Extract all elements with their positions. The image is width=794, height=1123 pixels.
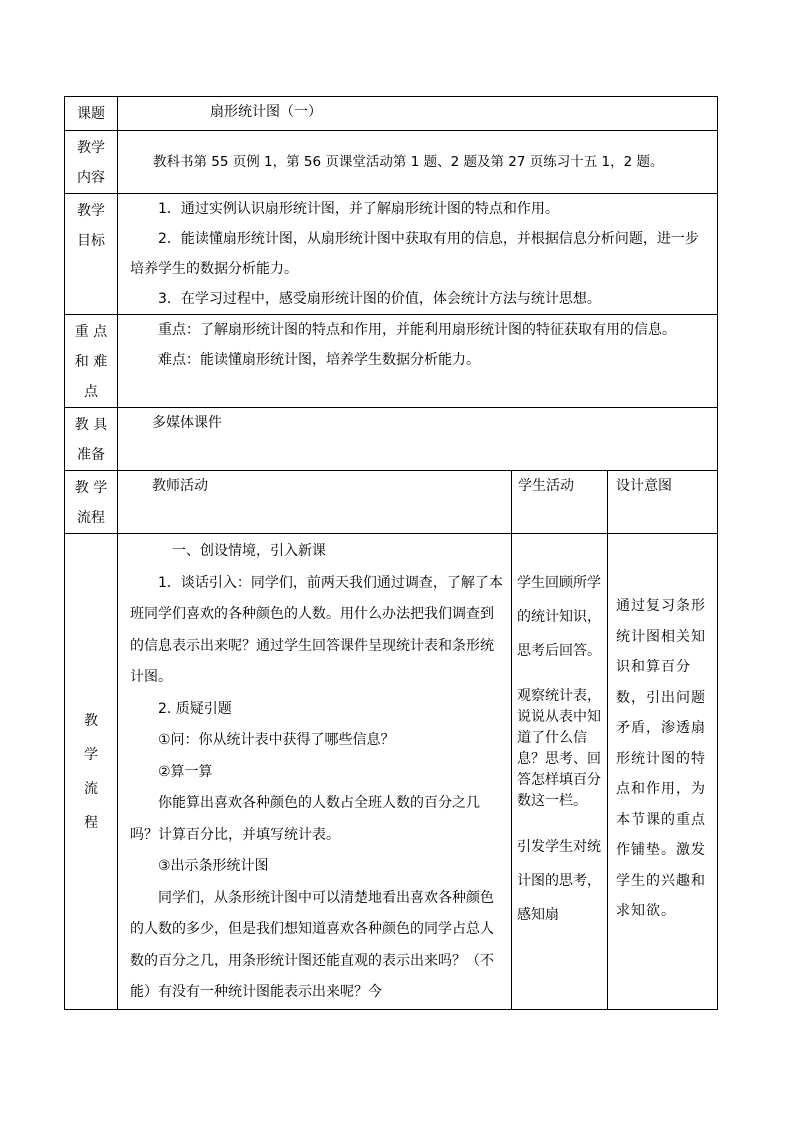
flow-label-char-1: 教 xyxy=(84,713,98,730)
keypoints-label-line2: 和 难 xyxy=(74,354,108,370)
flow-label-char-3: 流 xyxy=(84,781,98,798)
teacher-activity-cell xyxy=(118,534,512,1010)
content-label-line1: 教学 xyxy=(77,140,105,156)
student-activity-3: 引发学生对统计图的思考，感知扇 xyxy=(517,839,601,923)
goals-value xyxy=(118,194,718,315)
tools-label-line2: 准备 xyxy=(77,447,105,463)
design-intent-header: 设计意图 xyxy=(608,471,718,534)
goals-label xyxy=(65,194,118,315)
teacher-line-6: 你能算出喜欢各种颜色的人数占全班人数的百分之几吗？计算百分比，并填写统计表。 xyxy=(130,795,480,843)
goals-label-line2: 目标 xyxy=(77,233,105,249)
content-label-line2: 内容 xyxy=(77,170,105,186)
row-keypoints xyxy=(65,315,718,408)
flow-label xyxy=(65,534,118,1010)
key-point: 重点：了解扇形统计图的特点和作用，并能利用扇形统计图的特征获取有用的信息。 xyxy=(158,322,676,338)
tools-label xyxy=(65,408,118,471)
teacher-line-7: ③出示条形统计图 xyxy=(158,858,269,874)
goal-item-3: 3．在学习过程中，感受扇形统计图的价值，体会统计方法与统计思想。 xyxy=(158,291,601,307)
tools-value: 多媒体课件 xyxy=(118,408,718,471)
content-label xyxy=(65,131,118,194)
design-intent-cell: 通过复习条形统计图相关知识和算百分数，引出问题矛盾，渗透扇形统计图的特点和作用，为本节课的重点作铺垫。激发学生的兴趣和求知欲。 xyxy=(608,534,718,1010)
keypoints-label-line1: 重 点 xyxy=(74,324,108,340)
row-content xyxy=(65,131,718,194)
teacher-line-4: ①问：你从统计表中获得了哪些信息？ xyxy=(158,732,395,748)
row-tools xyxy=(65,408,718,471)
row-topic xyxy=(65,97,718,131)
keypoints-label xyxy=(65,315,118,408)
keypoints-label-line3: 点 xyxy=(84,384,98,400)
row-flow-body xyxy=(65,534,718,1010)
goals-label-line1: 教学 xyxy=(77,203,105,219)
flow-header-label-line2: 流程 xyxy=(77,510,105,526)
flow-label-char-2: 学 xyxy=(84,747,98,764)
student-activity-1: 学生回顾所学的统计知识，思考后回答。 xyxy=(517,575,601,659)
flow-header-label-line1: 教 学 xyxy=(74,480,108,496)
goal-item-2: 2．能读懂扇形统计图，从扇形统计图中获取有用的信息，并根据信息分析问题，进一步培养学生的数据分析能力。 xyxy=(130,231,699,277)
flow-label-char-4: 程 xyxy=(84,815,98,832)
student-activity-cell xyxy=(512,534,608,1010)
teacher-line-8: 同学们，从条形统计图中可以清楚地看出喜欢各种颜色的人数的多少，但是我们想知道喜欢各种颜色的同学占总人数的百分之几，用条形统计图还能直观的表示出来吗？（不能）有没有一种统计图能表示出来呢？今 xyxy=(130,889,494,1000)
topic-value: 扇形统计图（一） xyxy=(118,97,718,131)
teacher-line-1: 一、创设情境，引入新课 xyxy=(172,543,326,559)
student-activity-2: 观察统计表，说说从表中知道了什么信息？思考、回答怎样填百分数这一栏。 xyxy=(517,688,601,809)
flow-header-label xyxy=(65,471,118,534)
row-flow-header xyxy=(65,471,718,534)
student-activity-header: 学生活动 xyxy=(512,471,608,534)
keypoints-value xyxy=(118,315,718,408)
teacher-activity-header: 教师活动 xyxy=(118,471,512,534)
tools-label-line1: 教 具 xyxy=(74,417,108,433)
teacher-line-2: 1．谈话引入：同学们，前两天我们通过调查，了解了本班同学们喜欢的各种颜色的人数。用什么办法把我们调查到的信息表示出来呢？通过学生回答课件呈现统计表和条形统计图。 xyxy=(130,574,503,685)
topic-label: 课题 xyxy=(65,97,118,131)
teacher-line-5: ②算一算 xyxy=(158,763,213,780)
goal-item-1: 1．通过实例认识扇形统计图，并了解扇形统计图的特点和作用。 xyxy=(158,201,559,217)
content-value: 教科书第 55 页例 1，第 56 页课堂活动第 1 题、2 题及第 27 页练习十五 1，2 题。 xyxy=(118,131,718,194)
lesson-plan-table xyxy=(64,96,718,1010)
teacher-line-3: 2. 质疑引题 xyxy=(158,700,232,717)
difficult-point: 难点：能读懂扇形统计图，培养学生数据分析能力。 xyxy=(158,352,480,368)
row-goals xyxy=(65,194,718,315)
